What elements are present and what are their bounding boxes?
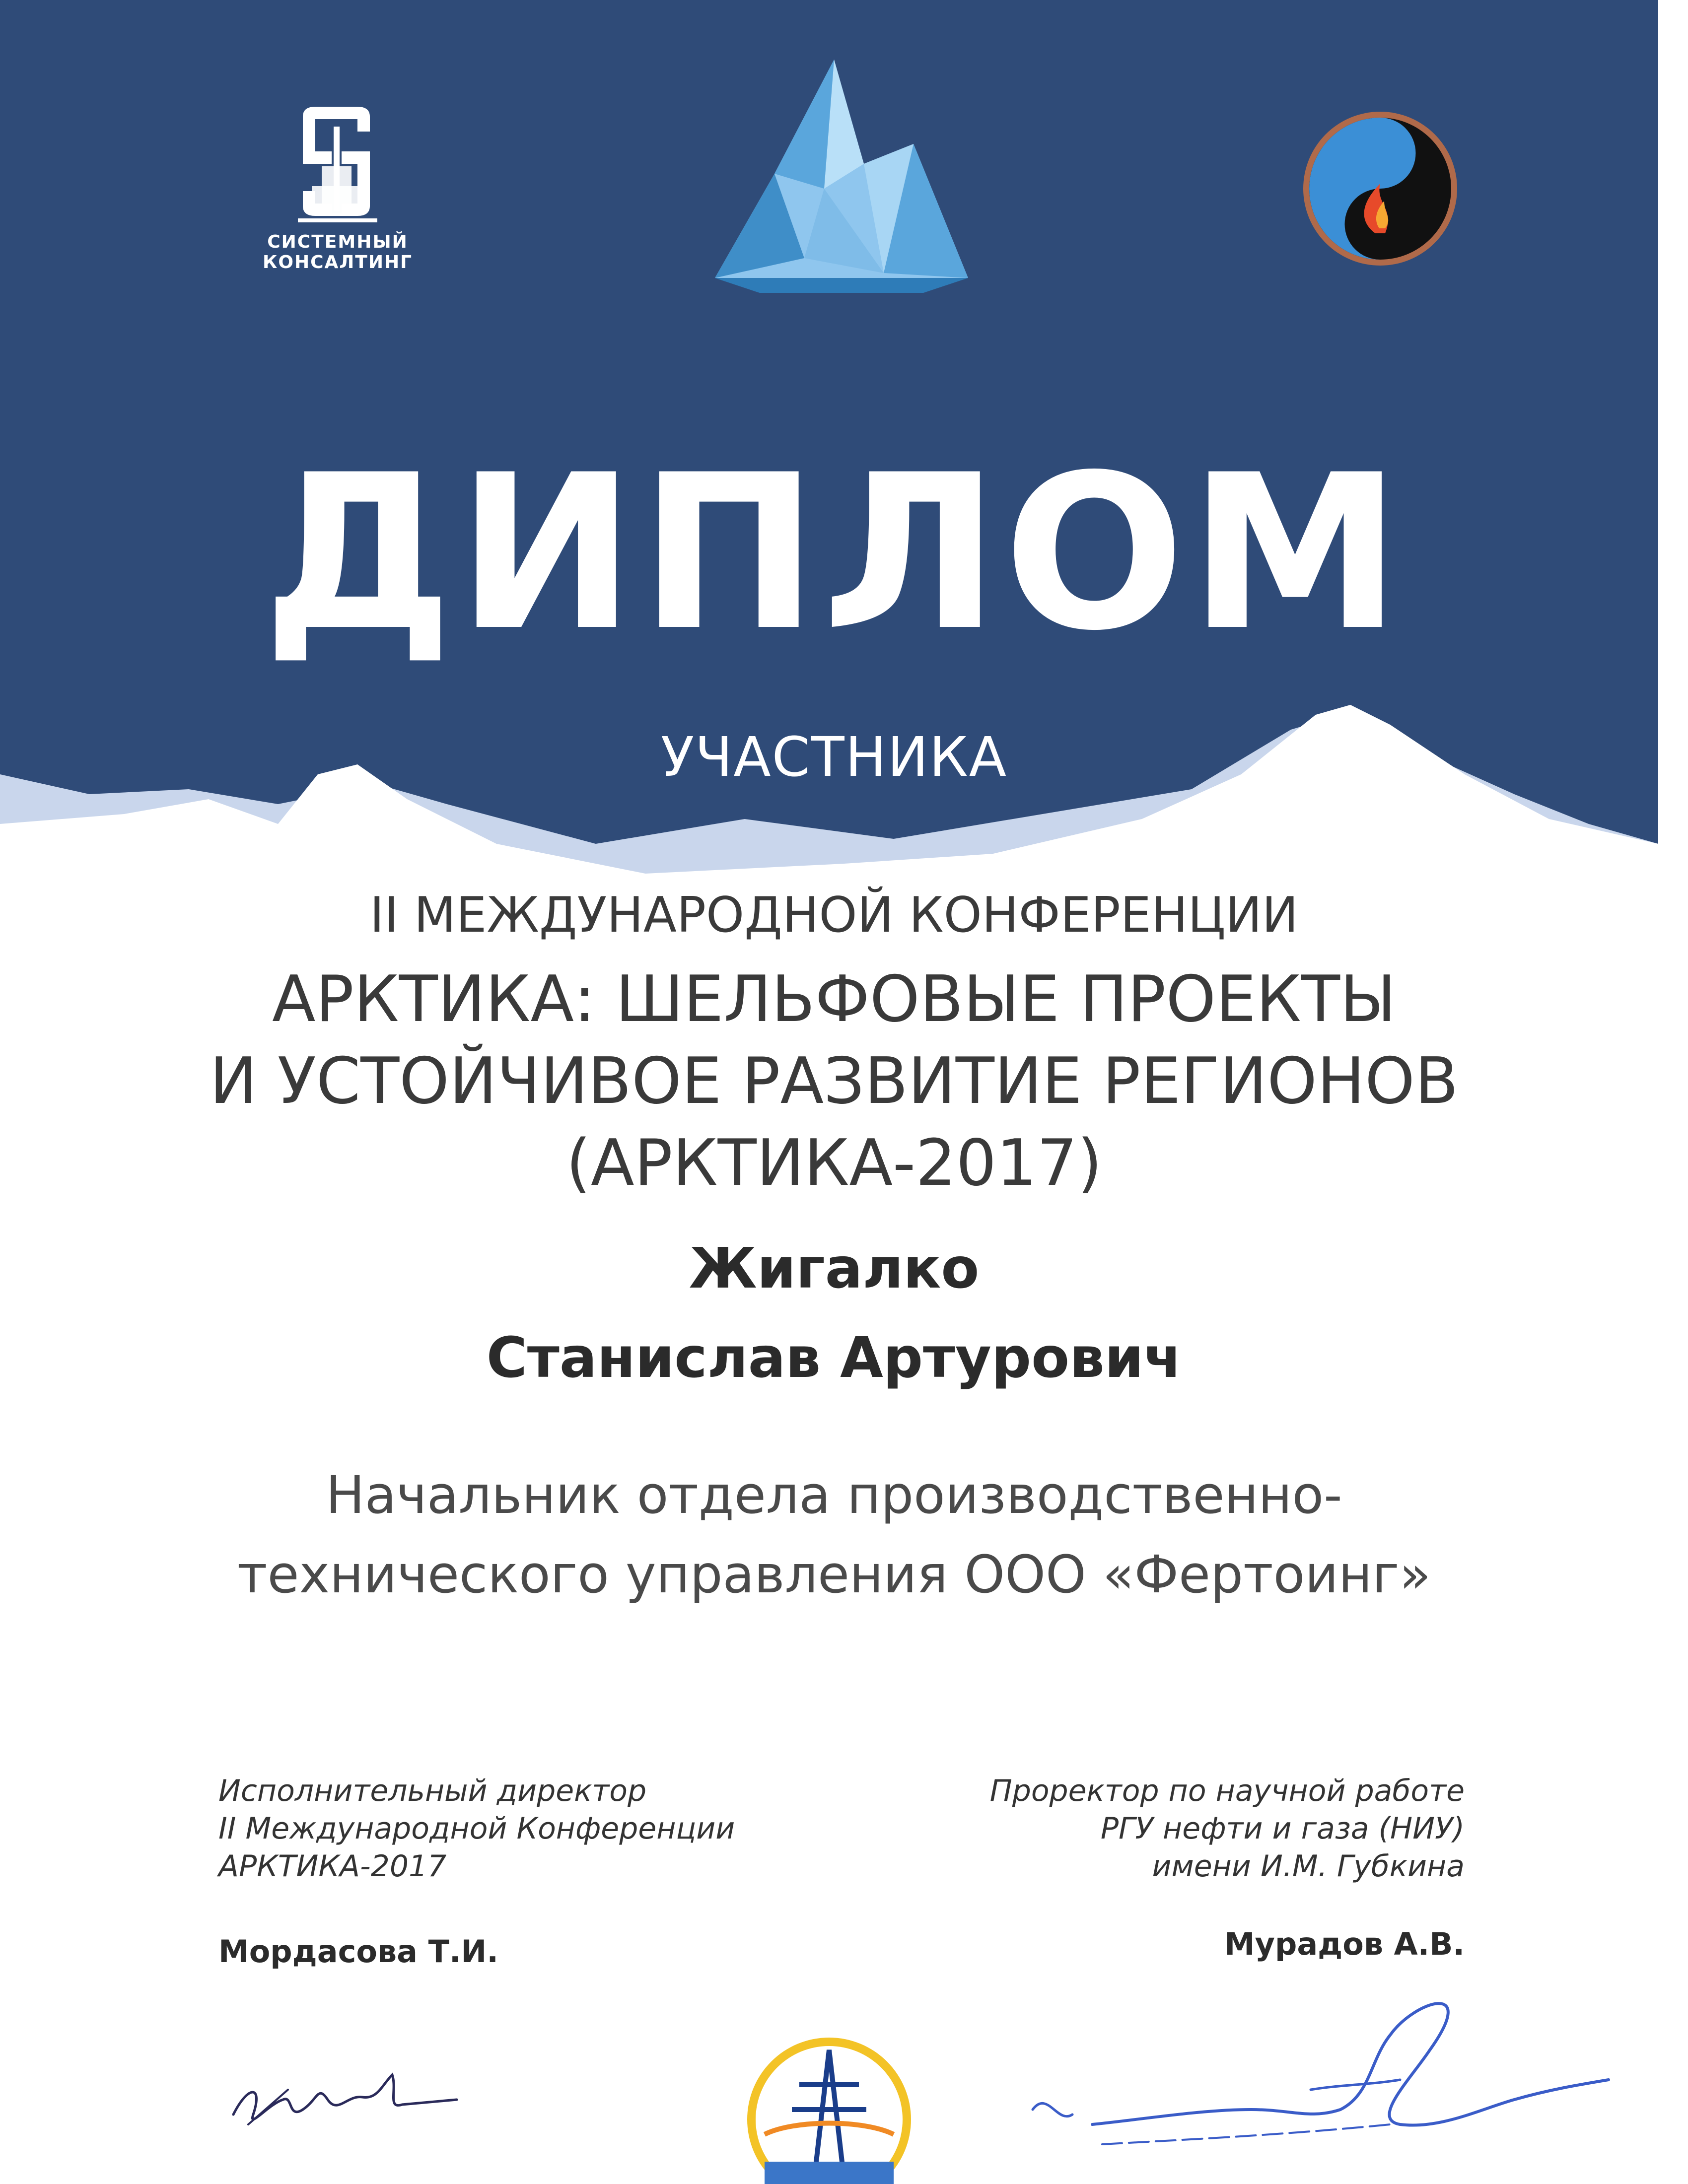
iceberg-icon: [715, 60, 968, 293]
left-signatory-name: Мордасова Т.И.: [218, 1933, 498, 1970]
right-title-line-3: имени И.М. Губкина: [1152, 1849, 1465, 1884]
left-title-line-3: АРКТИКА-2017: [218, 1849, 447, 1884]
right-title-line-2: РГУ нефти и газа (НИУ): [1100, 1811, 1465, 1846]
right-signature: [993, 1961, 1618, 2174]
recipient-position-line-1: Начальник отдела производственно-: [326, 1465, 1342, 1525]
header-banner: [0, 0, 1688, 884]
recipient-position-line-2: технического управления ООО «Фертоинг»: [237, 1544, 1431, 1605]
conference-line-3: И УСТОЙЧИВОЕ РАЗВИТИЕ РЕГИОНОВ: [210, 1044, 1459, 1118]
left-title-line-2: II Международной Конференции: [218, 1811, 735, 1846]
recipient-given-names: Станислав Артурович: [486, 1326, 1182, 1390]
left-signatory-title: [218, 1772, 864, 1885]
conference-line-4: (АРКТИКА-2017): [566, 1126, 1102, 1200]
gubkin-university-logo: [1301, 109, 1460, 268]
diploma-title: ДИПЛОМ: [263, 429, 1406, 678]
seal-logo: [745, 2030, 914, 2184]
conference-line-2: АРКТИКА: ШЕЛЬФОВЫЕ ПРОЕКТЫ: [272, 962, 1396, 1036]
sistemny-konsalting-logo: [204, 97, 472, 273]
left-signature: [218, 2055, 477, 2149]
logo-caption: СИСТЕМНЫЙ КОНСАЛТИНГ: [262, 232, 413, 273]
building-logo-icon: [204, 97, 472, 226]
recipient-surname: Жигалко: [689, 1236, 980, 1301]
left-title-line-1: Исполнительный директор: [218, 1774, 647, 1808]
right-signatory-name: Мурадов А.В.: [1224, 1926, 1465, 1962]
conference-line-1: II МЕЖДУНАРОДНОЙ КОНФЕРЕНЦИИ: [369, 887, 1299, 944]
right-title-line-1: Проректор по научной работе: [989, 1774, 1465, 1808]
diploma-subtitle: УЧАСТНИКА: [660, 725, 1008, 789]
right-signatory-title: [819, 1772, 1465, 1885]
